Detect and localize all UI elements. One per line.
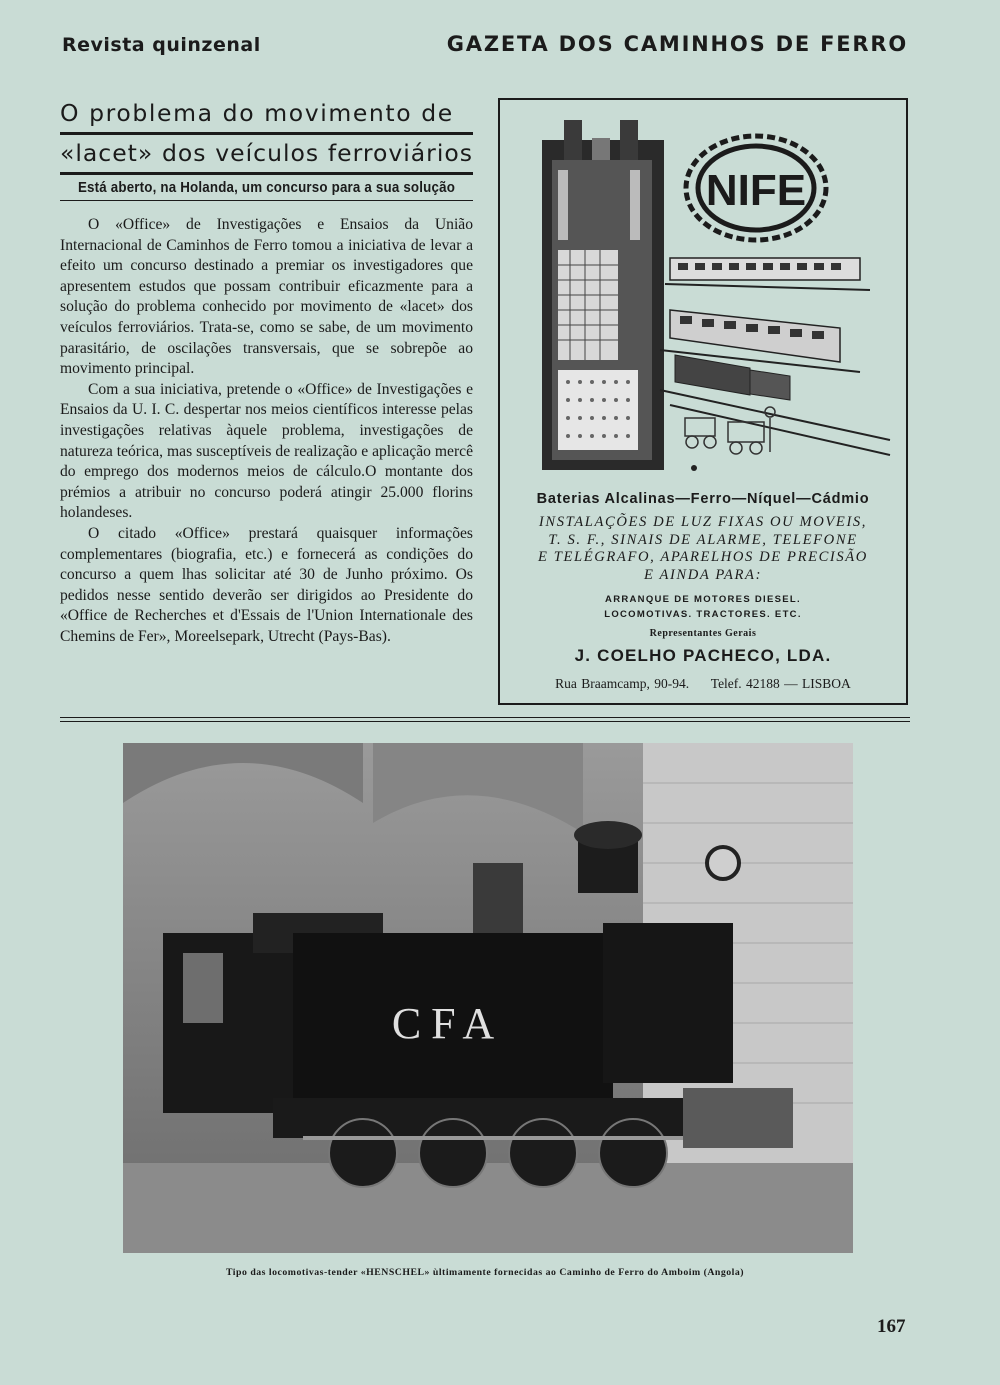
- ad-uses: [500, 592, 906, 622]
- ad-representatives-label: Representantes Gerais: [649, 628, 757, 639]
- cfa-lettering: CFA: [391, 999, 505, 1048]
- article-title-line1: O problema do movimento de: [60, 99, 454, 127]
- title-word: «lacet»: [60, 139, 154, 167]
- ad-installations: [500, 514, 906, 584]
- battery-icon: [542, 120, 664, 470]
- nife-logo: [686, 136, 826, 240]
- article: [60, 95, 473, 647]
- locomotive-photo: [123, 743, 853, 1253]
- paragraph: Com a sua iniciativa, pretende o «Office» de Investigações e Ensaios da U. I. C. despertar nos meios científicos interesse pelas investigações relativas àquele problema, investigações de natureza teórica, mas susceptíveis de realização e aplicação mercê do emprego dos modernos meios de cálculo.O montante dos prémios a atribuir no concurso poderá atingir 25.000 florins holandeses.: [60, 380, 473, 522]
- nife-logo-text: NIFE: [705, 166, 807, 215]
- article-body: [60, 215, 473, 647]
- ad-company-name: J. COELHO PACHECO, LDA.: [574, 646, 832, 665]
- title-word: veículos: [215, 139, 320, 167]
- ad-product-line: Baterias Alcalinas—Ferro—Níquel—Cádmio: [536, 491, 870, 507]
- ad-installations-line: T. S. F., SINAIS DE ALARME, TELEFONE: [548, 531, 858, 548]
- ad-installations-line: E AINDA PARA:: [643, 566, 763, 583]
- article-subtitle: Está aberto, na Holanda, um concurso para a sua solução: [77, 180, 456, 196]
- ad-use-line: ARRANQUE DE MOTORES DIESEL.: [605, 594, 801, 605]
- paragraph: O «Office» de Investigações e Ensaios da União Internacional de Caminhos de Ferro tomou a iniciativa de levar a efeito um concurso destinado a premiar os investigadores que apresentem estudos que possam contribuir eficazmente para a solução do problema conhecido por movimento de «lacet» dos veículos ferroviários. Trata-se, como se sabe, de um movimento parasitário, de oscilações transversais, que se sobrepõe ao movimento principal.: [60, 216, 473, 378]
- subtitle-rule: [60, 200, 473, 201]
- title-word: dos: [162, 139, 207, 167]
- running-head-right: GAZETA DOS CAMINHOS DE FERRO: [446, 32, 908, 56]
- locomotive-photo-image: [123, 743, 853, 1253]
- ad-installations-line: INSTALAÇÕES DE LUZ FIXAS OU MOVEIS,: [538, 514, 868, 530]
- photo-caption: Tipo das locomotivas-tender «HENSCHEL» ùltimamente fornecidas ao Caminho de Ferro do Amboim (Angola): [225, 1267, 745, 1278]
- running-head-left: Revista quinzenal: [62, 34, 261, 56]
- train-icon: [660, 258, 890, 471]
- title-word: ferroviários: [327, 139, 473, 167]
- ad-illustration: [500, 100, 906, 488]
- page-number: 167: [877, 1316, 906, 1337]
- article-title-line2: [60, 135, 473, 171]
- title-rule: [60, 172, 473, 175]
- ad-address: Rua Braamcamp, 90-94. Telef. 42188 — LISBOA: [555, 676, 851, 691]
- paragraph: O citado «Office» prestará quaisquer informações complementares (biografia, etc.) e fornecerá as condições do concurso a quem lhas solicitar até 30 de Junho próximo. Os pedidos nesse sentido deverão ser dirigidos ao Presidente do «Office de Recherches et d'Essais de l'Union Internationale des Chemins de Fer», Moreelsepark, Utrecht (Pays-Bas).: [60, 524, 473, 645]
- ad-use-line: LOCOMOTIVAS. TRACTORES. ETC.: [604, 609, 802, 620]
- section-divider: [60, 717, 910, 718]
- ad-installations-line: E TELÉGRAFO, APARELHOS DE PRECISÃO: [538, 549, 868, 565]
- section-divider: [60, 721, 910, 722]
- nife-advertisement: [498, 98, 908, 705]
